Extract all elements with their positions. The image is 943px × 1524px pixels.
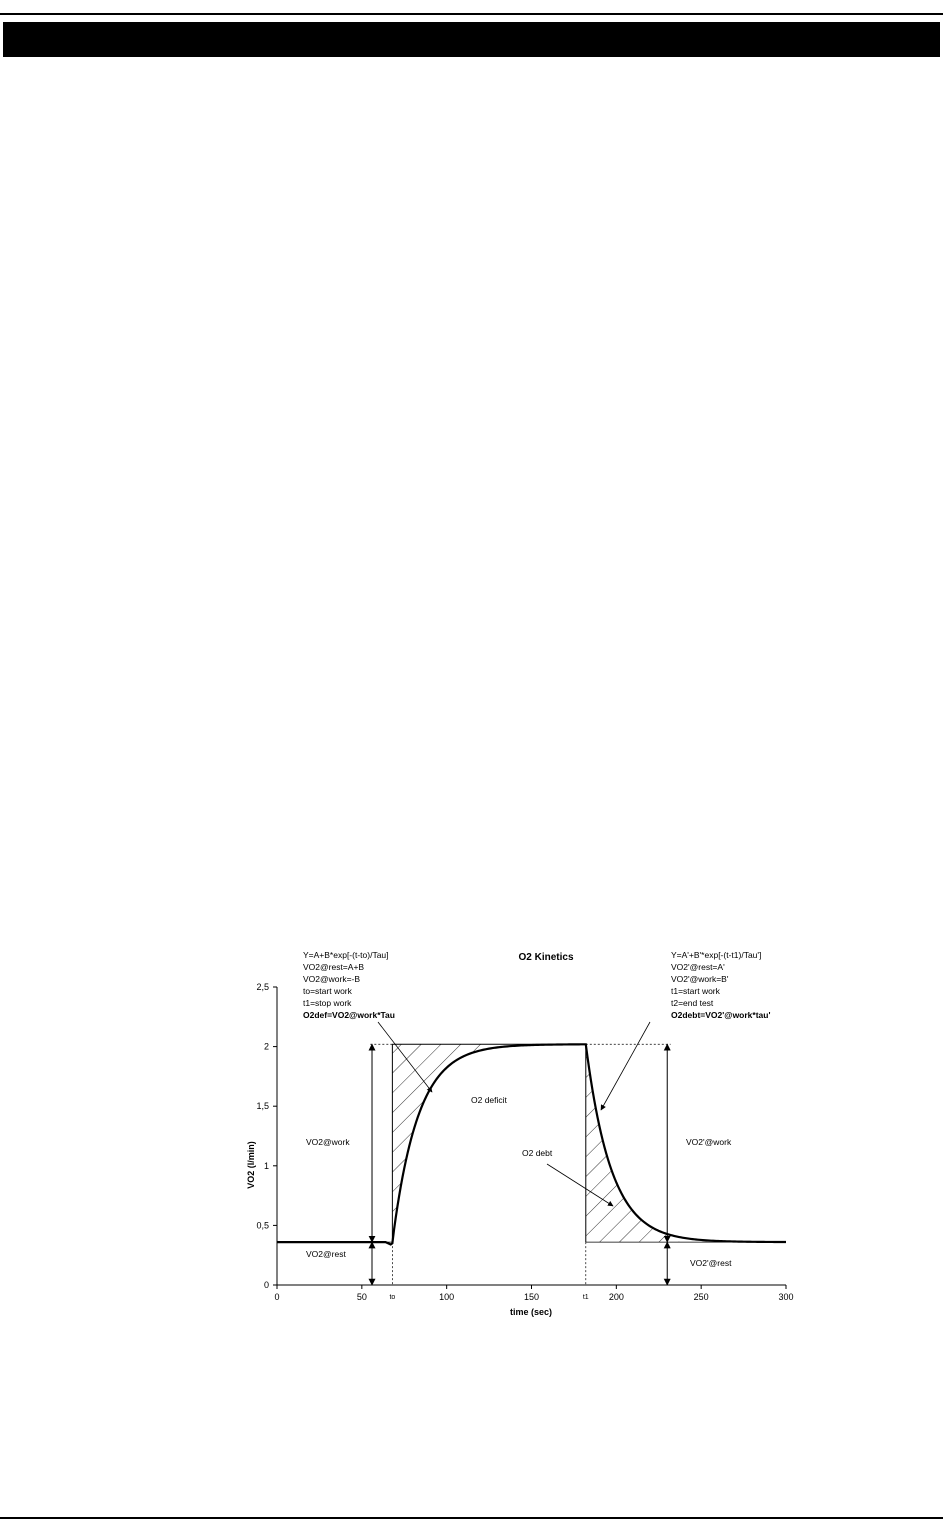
eq-on-3: to=start work (303, 986, 352, 996)
eq-on-4: t1=stop work (303, 998, 352, 1008)
label-vo2-work-right: VO2'@work (686, 1137, 732, 1147)
eq-on-5: O2def=VO2@work*Tau (303, 1010, 395, 1020)
o2-debt-region (586, 1044, 679, 1242)
x-tick-label: 200 (608, 1292, 624, 1302)
y-tick-label: 2,5 (256, 982, 269, 992)
x-tick-label: 250 (693, 1292, 709, 1302)
eq-off-1: VO2'@rest=A' (671, 962, 725, 972)
eq-on-2: VO2@work=-B (303, 974, 361, 984)
y-tick-label: 1 (263, 1160, 269, 1171)
eq-on-1: VO2@rest=A+B (303, 962, 365, 972)
time-marker-label: t1 (582, 1294, 589, 1301)
label-vo2-work-left: VO2@work (306, 1137, 350, 1147)
chart-title: O2 Kinetics (518, 952, 574, 963)
eq-off-0: Y=A'+B'*exp[-(t-t1)/Tau'] (671, 950, 762, 960)
x-axis-label: time (sec) (509, 1307, 553, 1317)
y-axis-label: VO2 (l/min) (246, 1141, 256, 1189)
pointer-eq-off (601, 1022, 650, 1110)
y-tick-label: 0,5 (256, 1220, 269, 1231)
x-tick-label: 0 (274, 1292, 280, 1302)
equations-off-block (671, 950, 770, 1020)
y-tick-label: 1,5 (256, 1101, 269, 1112)
equations-on-block (303, 950, 395, 1020)
eq-off-5: O2debt=VO2'@work*tau' (671, 1010, 771, 1020)
time-marker-label: to (389, 1294, 396, 1301)
eq-on-0: Y=A+B*exp[-(t-to)/Tau] (303, 950, 389, 960)
x-tick-label: 100 (439, 1292, 455, 1302)
eq-off-4: t2=end test (671, 998, 714, 1008)
label-o2-deficit: O2 deficit (471, 1095, 507, 1105)
o2-deficit-region (392, 1044, 485, 1242)
x-tick-label: 150 (523, 1292, 540, 1302)
x-tick-label: 300 (778, 1292, 794, 1302)
x-tick-label: 50 (356, 1292, 367, 1302)
eq-off-3: t1=start work (671, 986, 720, 996)
y-tick-label: 0 (263, 1280, 269, 1290)
label-o2-debt: O2 debt (522, 1148, 553, 1158)
y-tick-label: 2 (263, 1041, 269, 1052)
eq-off-2: VO2'@work=B' (671, 974, 729, 984)
label-vo2-rest-right: VO2'@rest (690, 1258, 732, 1268)
label-vo2-rest-left: VO2@rest (306, 1249, 346, 1259)
